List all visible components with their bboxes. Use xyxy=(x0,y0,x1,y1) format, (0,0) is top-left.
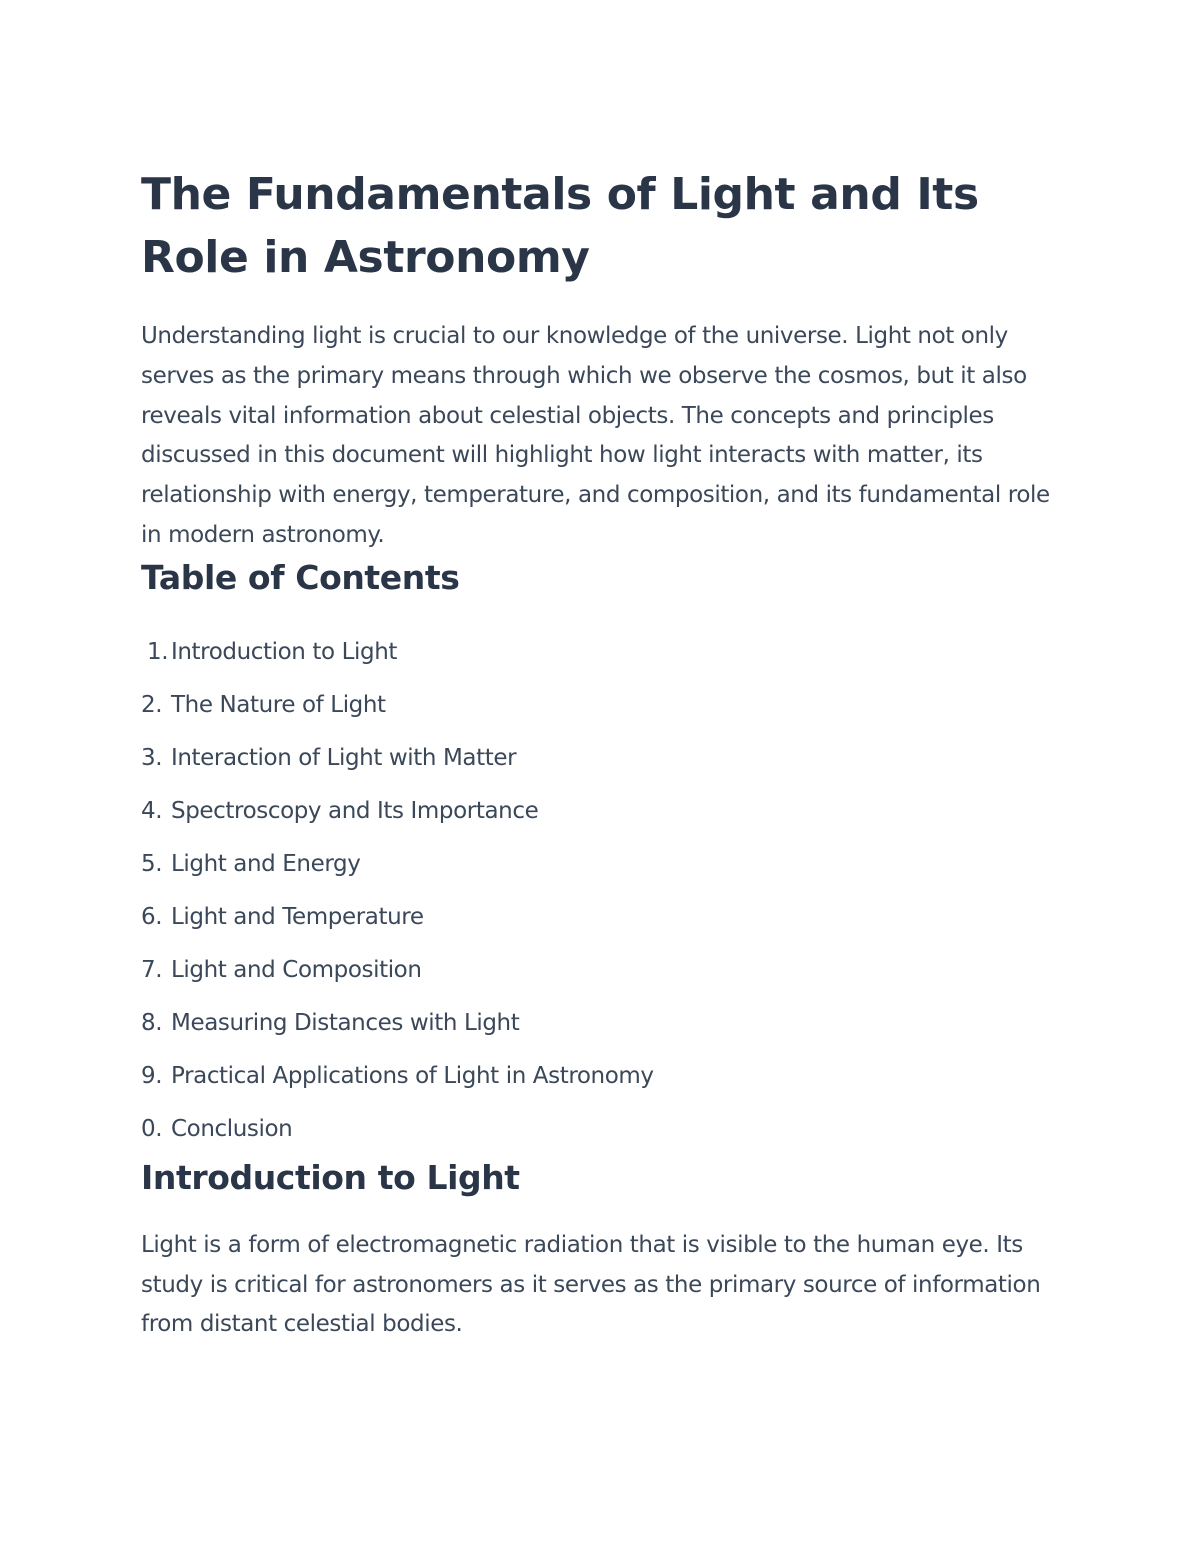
toc-item[interactable] xyxy=(141,626,1061,679)
toc-item-number: 5. xyxy=(141,850,163,877)
document-title: The Fundamentals of Light and Its Role in Astronomy xyxy=(141,169,979,283)
toc-item-number: 0. xyxy=(141,1115,163,1142)
toc-item-label: The Nature of Light xyxy=(171,691,386,718)
document-page xyxy=(141,163,1061,1345)
toc-item-number: 3. xyxy=(141,744,163,771)
table-of-contents xyxy=(141,626,1061,1156)
toc-item[interactable] xyxy=(141,1103,1061,1156)
toc-item-number: 6. xyxy=(141,903,163,930)
toc-item-label: Light and Energy xyxy=(171,850,361,877)
toc-item-number: 1. xyxy=(147,638,169,665)
toc-item-label: Practical Applications of Light in Astronomy xyxy=(171,1062,654,1089)
toc-item-number: 4. xyxy=(141,797,163,824)
toc-item[interactable] xyxy=(141,944,1061,997)
toc-item-label: Conclusion xyxy=(171,1115,293,1142)
toc-item[interactable] xyxy=(141,785,1061,838)
toc-item-label: Measuring Distances with Light xyxy=(171,1009,520,1036)
intro-paragraph: Understanding light is crucial to our knowledge of the universe. Light not only serves as the primary means through which we observe the cosmos, but it also reveals vital information about celestial objects. The concepts and principles discussed in this document will highlight how light interacts with matter, its relationship with energy, temperature, and composition, and its fundamental role in modern astronomy. xyxy=(141,323,1050,548)
toc-item-label: Light and Temperature xyxy=(171,903,424,930)
toc-item-label: Light and Composition xyxy=(171,956,422,983)
toc-item[interactable] xyxy=(141,1050,1061,1103)
toc-item-number: 7. xyxy=(141,956,163,983)
toc-item[interactable] xyxy=(141,838,1061,891)
toc-item[interactable] xyxy=(141,891,1061,944)
toc-item-number: 2. xyxy=(141,691,163,718)
toc-item-number: 8. xyxy=(141,1009,163,1036)
toc-item-label: Introduction to Light xyxy=(171,638,397,665)
toc-item-number: 9. xyxy=(141,1062,163,1089)
toc-heading: Table of Contents xyxy=(141,557,460,597)
toc-item[interactable] xyxy=(141,997,1061,1050)
section-paragraph-introduction: Light is a form of electromagnetic radiation that is visible to the human eye. Its study is critical for astronomers as it serves as the primary source of information from distant celestial bodies. xyxy=(141,1231,1041,1338)
section-heading-introduction: Introduction to Light xyxy=(141,1157,520,1197)
toc-item[interactable] xyxy=(141,679,1061,732)
toc-item-label: Interaction of Light with Matter xyxy=(171,744,517,771)
toc-item[interactable] xyxy=(141,732,1061,785)
toc-item-label: Spectroscopy and Its Importance xyxy=(171,797,539,824)
